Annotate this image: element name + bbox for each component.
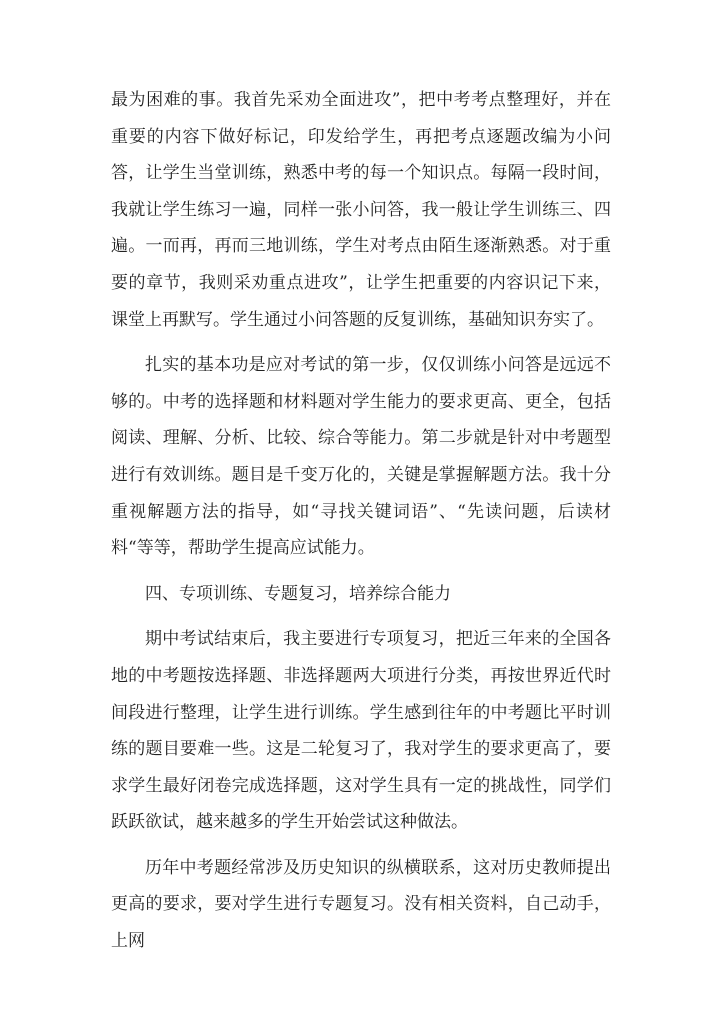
document-body <box>111 82 611 969</box>
paragraph-3: 期中考试结束后，我主要进行专项复习，把近三年来的全国各地的中考题按选择题、非选择题两大项进行分类，再按世界近代时间段进行整理，让学生进行训练。学生感到往年的中考题比平时训练的题目要难一些。这是二轮复习了，我对学生的要求更高了，要求学生最好闭卷完成选择题，这对学生具有一定的挑战性，同学们跃跃欲试，越来越多的学生开始尝试这种做法。 <box>111 629 611 833</box>
paragraph-1: 最为困难的事。我首先采劝全面进攻”，把中考考点整理好，并在重要的内容下做好标记，印发给学生，再把考点逐题改编为小问答，让学生当堂训练，熟悉中考的每一个知识点。每隔一段时间，我就让学生练习一遍，同样一张小问答，我一般让学生训练三、四遍。一而再，再而三地训练，学生对考点由陌生逐渐熟悉。对于重要的章节，我则采劝重点进攻”，让学生把重要的内容识记下来，课堂上再默写。学生通过小问答题的反复训练，基础知识夯实了。 <box>111 90 611 330</box>
paragraph-2: 扎实的基本功是应对考试的第一步，仅仅训练小问答是远远不够的。中考的选择题和材料题对学生能力的要求更高、更全，包括阅读、理解、分析、比较、综合等能力。第二步就是针对中考题型进行有效训练。题目是千变万化的，关键是掌握解题方法。我十分重视解题方法的指导，如“寻找关键词语”、“先读问题，后读材料“等等，帮助学生提高应试能力。 <box>111 355 611 559</box>
section-heading: 四、专项训练、专题复习，培养综合能力 <box>145 583 451 604</box>
paragraph-4: 历年中考题经常涉及历史知识的纵横联系，这对历史教师提出更高的要求，要对学生进行专题复习。没有相关资料，自己动手，上网 <box>111 857 611 952</box>
